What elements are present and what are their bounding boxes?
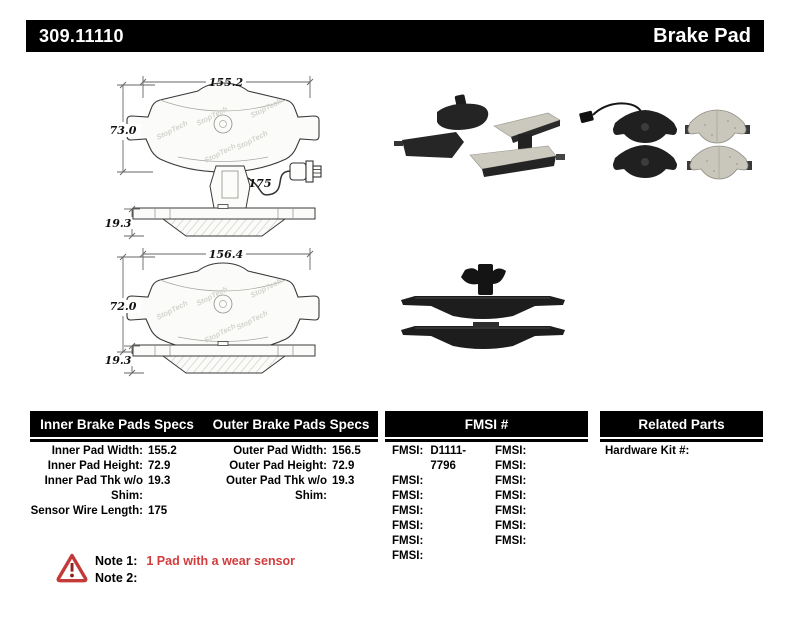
spec-row: Inner Pad Height: 72.9 xyxy=(47,460,171,472)
outer-height-dim: 72.0 xyxy=(109,300,137,313)
inner-specs-list xyxy=(30,444,204,519)
divider xyxy=(30,439,378,442)
fmsi-title: FMSI # xyxy=(385,411,588,437)
outer-specs-title: Outer Brake Pads Specs xyxy=(212,416,370,432)
technical-drawings xyxy=(60,58,420,380)
fmsi-row: FMSI: xyxy=(392,505,424,517)
spec-row: Inner Pad Width: 155.2 xyxy=(51,445,177,457)
fmsi-column-2 xyxy=(490,444,533,564)
sensor-connector-photo xyxy=(579,110,594,123)
photo-pad-set-left xyxy=(394,94,565,177)
fmsi-row: FMSI: xyxy=(392,490,424,502)
part-number: 309.11110 xyxy=(39,25,124,46)
spec-row: Outer Pad Width: 156.5 xyxy=(233,445,361,457)
outer-width-dim: 156.4 xyxy=(208,248,244,261)
inner-pad-side-view xyxy=(105,205,315,240)
inner-thickness-dim: 19.3 xyxy=(104,217,132,230)
fmsi-row: FMSI: xyxy=(392,535,424,547)
product-photos-side xyxy=(395,258,570,358)
inner-width-dim: 155.2 xyxy=(208,76,244,89)
inner-specs-title: Inner Brake Pads Specs xyxy=(40,416,194,432)
fmsi-row: FMSI: xyxy=(392,550,424,562)
fmsi-row: FMSI: xyxy=(495,475,527,487)
inner-pad-front-view xyxy=(105,76,321,208)
fmsi-row: FMSI: xyxy=(495,460,527,472)
fmsi-row: FMSI: xyxy=(495,520,527,532)
page-title: Brake Pad xyxy=(653,24,751,47)
spec-row: Outer Pad Height: 72.9 xyxy=(229,460,355,472)
section-related-parts xyxy=(600,411,763,459)
title-bar xyxy=(26,20,764,52)
note-1-text: 1 Pad with a wear sensor xyxy=(146,554,296,568)
fmsi-row: FMSI: xyxy=(495,445,527,457)
note-1 xyxy=(95,554,295,568)
section-pad-specs xyxy=(30,411,378,519)
photo-pad-edge-views xyxy=(401,264,565,349)
pad-specs-header xyxy=(30,411,378,437)
note-2 xyxy=(95,571,146,585)
spec-row: Sensor Wire Length: 175 xyxy=(30,505,168,517)
section-fmsi xyxy=(385,411,588,564)
spec-row: Inner Pad Thk w/o Shim: 19.3 xyxy=(44,475,171,502)
outer-pad-side-view xyxy=(105,342,315,377)
fmsi-row: FMSI: xyxy=(392,520,424,532)
outer-thickness-dim: 19.3 xyxy=(104,354,132,367)
fmsi-column-1 xyxy=(385,444,490,564)
note-2-label: Note 2: xyxy=(95,571,138,585)
fmsi-row: FMSI: xyxy=(392,475,424,487)
outer-specs-list xyxy=(204,444,378,519)
fmsi-row: FMSI: D1111-7796 xyxy=(392,445,467,472)
related-parts-title: Related Parts xyxy=(600,411,763,437)
fmsi-row: FMSI: xyxy=(495,535,527,547)
divider xyxy=(385,439,588,442)
fmsi-row: FMSI: xyxy=(495,505,527,517)
inner-height-dim: 73.0 xyxy=(109,124,137,137)
note-1-label: Note 1: xyxy=(95,554,138,568)
divider xyxy=(600,439,763,442)
spec-row: Outer Pad Thk w/o Shim: 19.3 xyxy=(226,475,355,502)
related-row: Hardware Kit #: xyxy=(605,445,690,457)
product-photos-top xyxy=(390,85,800,210)
warning-triangle-icon xyxy=(55,552,89,584)
fmsi-row: FMSI: xyxy=(495,490,527,502)
outer-pad-front-view xyxy=(105,248,319,355)
sensor-wire-dim: 175 xyxy=(248,177,272,190)
photo-pad-set-right xyxy=(579,103,752,179)
